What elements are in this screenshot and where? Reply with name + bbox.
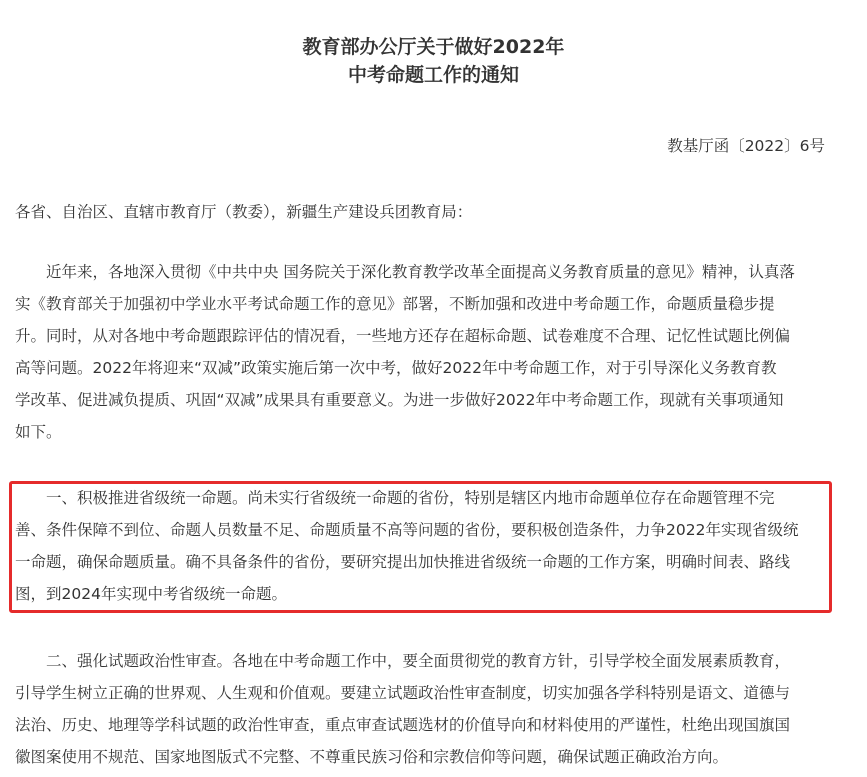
paragraph-intro [15, 256, 815, 448]
paragraph-line: 一命题，确保命题质量。确不具备条件的省份，要研究提出加快推进省级统一命题的工作方案，明确时间表、路线 [15, 553, 791, 571]
salutation: 各省、自治区、直辖市教育厅（教委），新疆生产建设兵团教育局： [15, 203, 473, 221]
paragraph-section-1 [15, 482, 815, 610]
paragraph-line: 近年来，各地深入贯彻《中共中央 国务院关于深化教育教学改革全面提高义务教育质量的意见》精神，认真落 [46, 263, 795, 281]
paragraph-line: 图，到2024年实现中考省级统一命题。 [15, 585, 287, 603]
paragraph-line: 升。同时，从对各地中考命题跟踪评估的情况看，一些地方还存在超标命题、试卷难度不合理、记忆性试题比例偏 [15, 327, 791, 345]
paragraph-line: 引导学生树立正确的世界观、人生观和价值观。要建立试题政治性审查制度，切实加强各学科特别是语文、道德与 [15, 684, 791, 702]
paragraph-line: 高等问题。2022年将迎来“双减”政策实施后第一次中考，做好2022年中考命题工作，对于引导深化义务教育教 [15, 359, 777, 377]
paragraph-line: 法治、历史、地理等学科试题的政治性审查，重点审查试题选材的价值导向和材料使用的严谨性，杜绝出现国旗国 [15, 716, 791, 734]
paragraph-line: 如下。 [15, 423, 62, 441]
paragraph-line: 学改革、促进减负提质、巩固“双减”成果具有重要意义。为进一步做好2022年中考命题工作，现就有关事项通知 [15, 391, 784, 409]
paragraph-line: 一、积极推进省级统一命题。尚未实行省级统一命题的省份，特别是辖区内地市命题单位存在命题管理不完 [46, 489, 775, 507]
paragraph-line: 善、条件保障不到位、命题人员数量不足、命题质量不高等问题的省份，要积极创造条件，力争2022年实现省级统 [15, 521, 799, 539]
title-line-2: 中考命题工作的通知 [347, 64, 519, 86]
paragraph-line: 实《教育部关于加强初中学业水平考试命题工作的意见》部署，不断加强和改进中考命题工作，命题质量稳步提 [15, 295, 775, 313]
paragraph-line: 二、强化试题政治性审查。各地在中考命题工作中，要全面贯彻党的教育方针，引导学校全面发展素质教育， [46, 652, 791, 670]
paragraph-section-2 [15, 645, 815, 773]
title-line-1: 教育部办公厅关于做好2022年 [302, 36, 565, 58]
document-number: 教基厅函〔2022〕6号 [667, 137, 825, 155]
document-title [0, 33, 867, 89]
paragraph-line: 徽图案使用不规范、国家地图版式不完整、不尊重民族习俗和宗教信仰等问题，确保试题正确政治方向。 [15, 748, 729, 766]
